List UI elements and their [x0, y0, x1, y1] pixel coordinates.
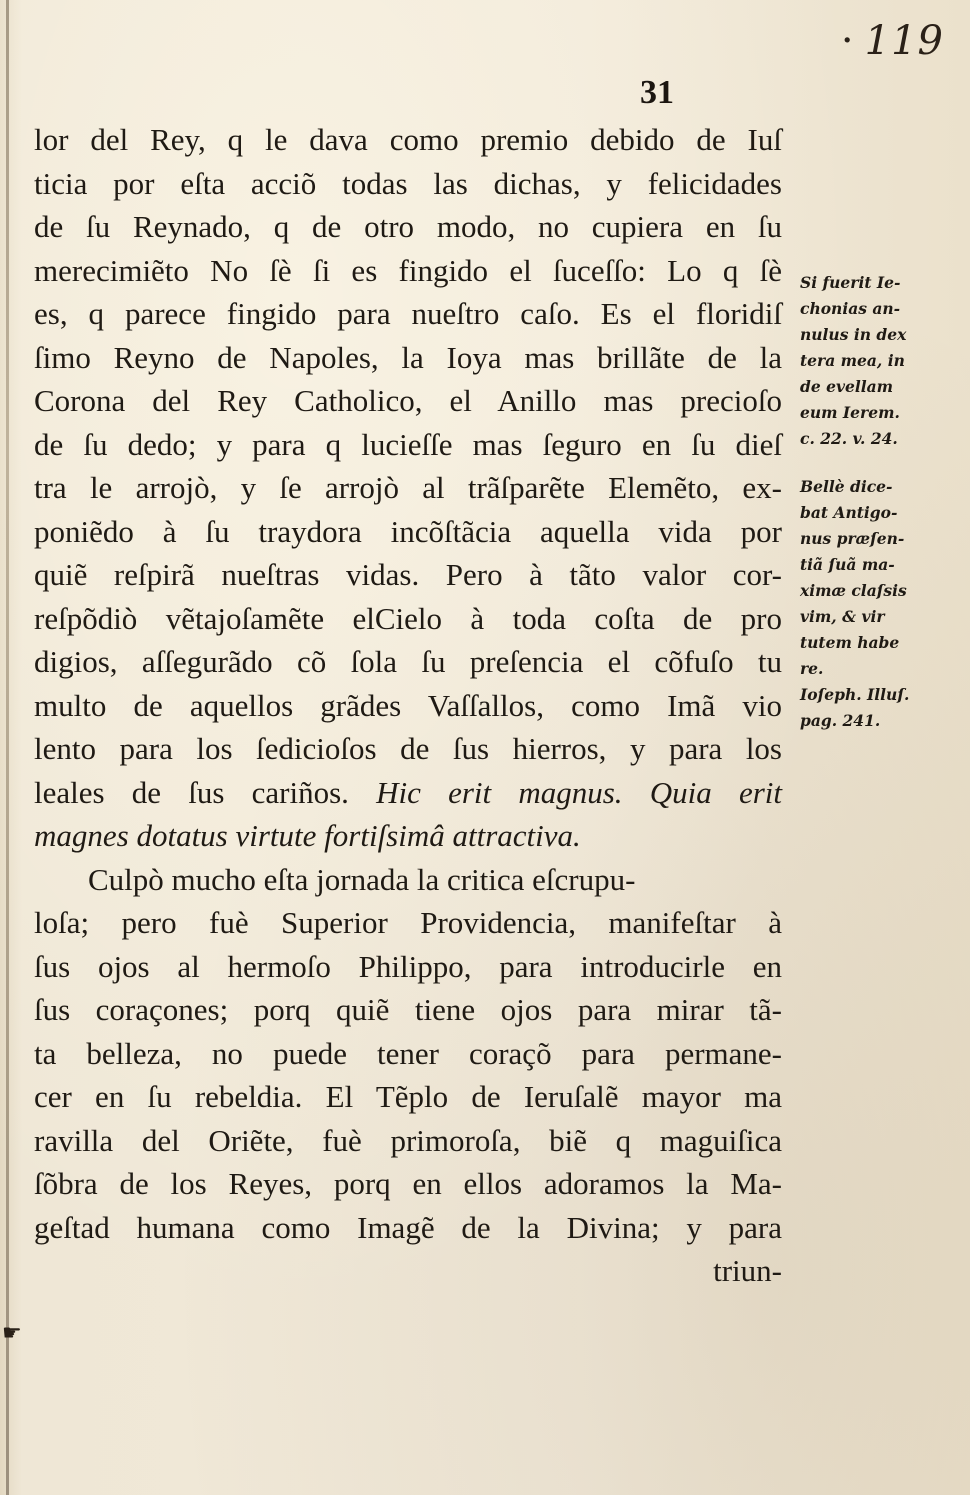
- text-line-content: reſpõdiò vẽtajoſamẽte elCielo à toda coſta de pro: [34, 600, 782, 636]
- text-line: [34, 423, 782, 467]
- text-line: [34, 1119, 782, 1163]
- text-line-content: de ſu dedo; y para q lucieſſe mas ſeguro en ſu dieſ: [34, 426, 782, 462]
- text-line: [34, 205, 782, 249]
- margin-note-line: Si fuerit Ie-: [800, 273, 901, 292]
- text-line: [34, 292, 782, 336]
- margin-note-line: tiã ſuã ma-: [800, 555, 895, 574]
- text-line: [34, 1206, 782, 1250]
- margin-note-line: vim, & vir: [800, 607, 885, 626]
- text-line-content: poniẽdo à ſu traydora incõſtãcia aquella vida por: [34, 513, 782, 549]
- text-line-content: ſus coraçones; porq quiẽ tiene ojos para mirar tã-: [34, 992, 782, 1027]
- margin-note-line: nus præſen-: [800, 529, 905, 548]
- text-line: [34, 597, 782, 641]
- text-line: [34, 814, 782, 858]
- text-line: [34, 988, 782, 1032]
- text-line-content: ſimo Reyno de Napoles, la Ioya mas brillãte de la: [34, 339, 782, 375]
- text-line-content: de ſu Reynado, q de otro modo, no cupiera en ſu: [34, 209, 782, 244]
- margin-note-line: Bellè dice-: [800, 477, 893, 496]
- text-line: [34, 1032, 782, 1076]
- page-gutter: [6, 0, 9, 1495]
- text-line-content: lor del Rey, q le dava como premio debido de Iuſ: [34, 122, 782, 157]
- text-line-content: merecimiẽto No ſè ſi es fingido el ſuceſſo: Lo q ſè: [34, 252, 782, 288]
- text-line: [34, 727, 782, 771]
- text-line-content: ſus ojos al hermoſo Philippo, para introducirle en: [34, 948, 782, 984]
- latin-quotation: Hic erit magnus. Quia erit: [376, 774, 783, 810]
- margin-note-line: Ioſeph. Illuſ.: [800, 685, 910, 704]
- folio-number: · 119: [841, 18, 944, 64]
- page-signature: 31: [640, 74, 674, 111]
- text-line-content: geſtad humana como Imagẽ de la Divina; y para: [34, 1209, 782, 1245]
- latin-quotation: magnes dotatus virtute fortiſsimâ attractiva.: [34, 818, 581, 853]
- margin-note-line: tutem habe: [800, 633, 900, 652]
- text-line: [34, 249, 782, 293]
- text-line: [34, 858, 782, 902]
- text-line: [34, 553, 782, 597]
- margin-note: [800, 270, 950, 452]
- margin-note-line: eum Ierem.: [800, 403, 900, 422]
- text-line: [34, 466, 782, 510]
- text-line: [34, 771, 782, 815]
- text-line-content: loſa; pero fuè Superior Providencia, manifeſtar à: [34, 905, 782, 940]
- text-line: [34, 901, 782, 945]
- text-line: [34, 1075, 782, 1119]
- margin-note-line: de evellam: [800, 377, 894, 396]
- text-line-content: tra le arrojò, y ſe arrojò al trãſparẽte Elemẽto, ex-: [34, 470, 782, 505]
- text-line: [34, 1249, 782, 1293]
- text-line: [34, 379, 782, 423]
- margin-note-line: ximæ claſsis: [800, 581, 907, 600]
- margin-note-line: nulus in dex: [800, 325, 907, 344]
- text-line-content: ſõbra de los Reyes, porq en ellos adoramos la Ma-: [34, 1166, 782, 1201]
- text-line-content: multo de aquellos grãdes Vaſſallos, como Imã vio: [34, 687, 782, 723]
- hand-pointer-icon: ☛: [2, 1320, 22, 1345]
- margin-note-line: chonias an-: [800, 299, 901, 318]
- text-line-content: ticia por eſta acciõ todas las dichas, y felicidades: [34, 165, 782, 201]
- text-line: [34, 945, 782, 989]
- text-line-content: Corona del Rey Catholico, el Anillo mas precioſo: [34, 383, 782, 418]
- text-line-content: ta belleza, no puede tener coraçõ para permane-: [34, 1035, 782, 1071]
- margin-notes: [800, 270, 950, 756]
- text-line-content: quiẽ reſpirã nueſtras vidas. Pero à tãto valor cor-: [34, 557, 782, 592]
- main-text-block: [34, 118, 782, 1293]
- text-line: [34, 336, 782, 380]
- text-line-content: cer en ſu rebeldia. El Tẽplo de Ieruſalẽ mayor ma: [34, 1079, 782, 1114]
- margin-note-line: pag. 241.: [800, 711, 881, 730]
- text-line-content: lento para los ſedicioſos de ſus hierros, y para los: [34, 731, 782, 766]
- text-line: [34, 510, 782, 554]
- margin-note-line: tera mea, in: [800, 351, 905, 370]
- margin-note: [800, 474, 950, 734]
- text-line: [34, 118, 782, 162]
- text-line-content: triun-: [713, 1253, 782, 1288]
- margin-note-line: re.: [800, 659, 824, 678]
- text-line: [34, 1162, 782, 1206]
- margin-note-line: bat Antigo-: [800, 503, 898, 522]
- text-line: [34, 684, 782, 728]
- text-line-content: ravilla del Oriẽte, fuè primoroſa, biẽ q maguiſica: [34, 1122, 782, 1158]
- text-line-content: leales de ſus cariños.: [34, 774, 349, 810]
- margin-note-line: c. 22. v. 24.: [800, 429, 898, 448]
- text-line: [34, 640, 782, 684]
- text-line-content: Culpò mucho eſta jornada la critica eſcrupu-: [88, 861, 636, 897]
- text-line: [34, 162, 782, 206]
- text-line-content: digios, aſſegurãdo cõ ſola ſu preſencia el cõfuſo tu: [34, 644, 782, 679]
- text-line-content: es, q parece fingido para nueſtro caſo. Es el floridiſ: [34, 296, 782, 331]
